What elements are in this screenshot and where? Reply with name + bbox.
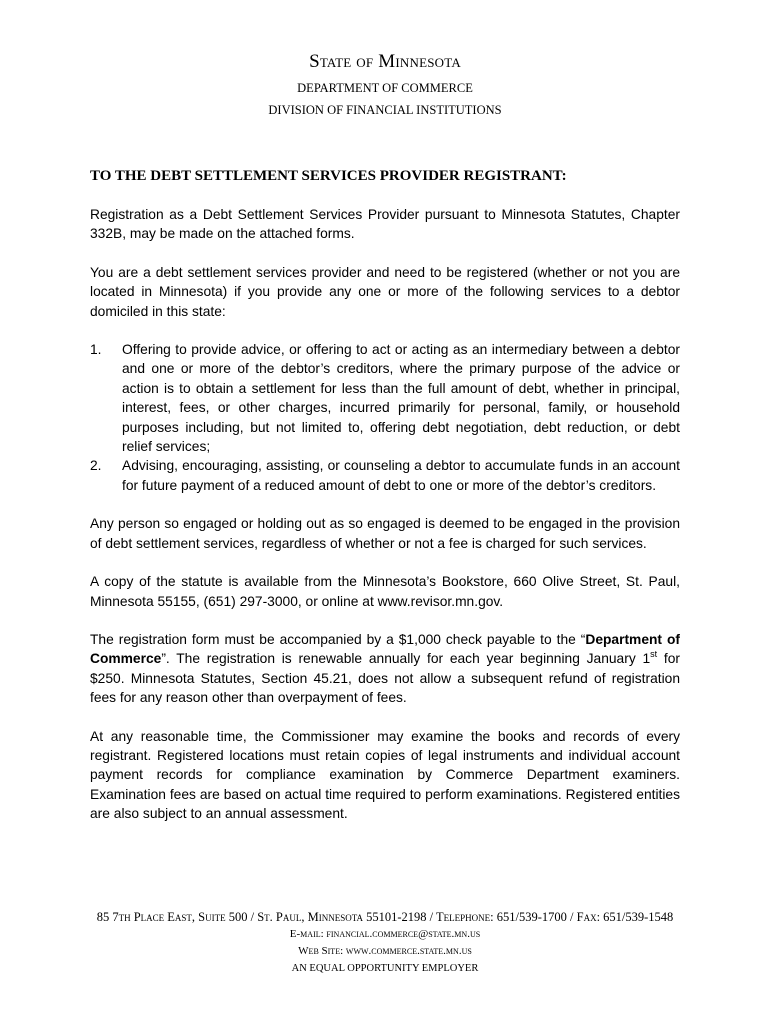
list-item-number: 1. <box>90 342 102 358</box>
division-name: DIVISION OF FINANCIAL INSTITUTIONS <box>268 103 502 117</box>
salutation: TO THE DEBT SETTLEMENT SERVICES PROVIDER REGISTRANT: <box>90 168 567 184</box>
department-name: DEPARTMENT OF COMMERCE <box>297 81 473 95</box>
paragraph-statute-copy: A copy of the statute is available from the Minnesota’s Bookstore, 660 Olive Street, St. Paul, Minnesota 55155, (651) 297-3000, or online at www.revisor.mn.gov. <box>90 574 680 609</box>
document-body <box>90 166 680 843</box>
paragraph-engaged: Any person so engaged or holding out as so engaged is deemed to be engaged in the provision of debt settlement services, regardless of whether or not a fee is charged for such services. <box>90 516 680 551</box>
footer-address: 85 7th Place East, Suite 500 / St. Paul, Minnesota 55101-2198 / Telephone: 651/539-1700 / Fax: 651/539-1548 <box>96 910 674 924</box>
list-item <box>90 456 680 495</box>
letterhead-footer <box>0 908 770 977</box>
services-list <box>90 340 680 495</box>
state-title: State of Minnesota <box>309 51 461 72</box>
fees-text-c: for $250. Minnesota Statutes, Section 45.21, does not allow a subsequent refund of registration fees for any reason other than overpayment of fees. <box>90 651 680 706</box>
paragraph-examination: At any reasonable time, the Commissioner may examine the books and records of every registrant. Registered locations must retain copies of legal instruments and individual account payment records for compliance examination by Commerce Department examiners. Examination fees are based on actual time required to perform examinations. Registered entities are also subject to an annual assessment. <box>90 728 680 822</box>
fees-text-a: The registration form must be accompanied by a $1,000 check payable to the “ <box>90 631 586 647</box>
letterhead <box>0 50 770 119</box>
footer-eoe: AN EQUAL OPPORTUNITY EMPLOYER <box>291 963 479 974</box>
list-item-number: 2. <box>90 458 102 474</box>
paragraph-fees <box>90 630 680 708</box>
list-item-text: Advising, encouraging, assisting, or counseling a debtor to accumulate funds in an account for future payment of a reduced amount of debt to one or more of the debtor’s creditors. <box>122 458 680 493</box>
payee-name: Department of Commerce <box>90 631 680 667</box>
list-item <box>90 340 680 456</box>
paragraph-definition: You are a debt settlement services provider and need to be registered (whether or not you are located in Minnesota) if you provide any one or more of the following services to a debtor domiciled in this state: <box>90 264 680 319</box>
footer-email: E-mail: financial.commerce@state.mn.us <box>289 928 481 940</box>
paragraph-registration: Registration as a Debt Settlement Services Provider pursuant to Minnesota Statutes, Chapter 332B, may be made on the attached forms. <box>90 207 680 242</box>
fees-text-b: ”. The registration is renewable annually for each year beginning January 1 <box>161 651 651 667</box>
ordinal-suffix: st <box>650 649 658 660</box>
list-item-text: Offering to provide advice, or offering to act or acting as an intermediary between a debtor and one or more of the debtor’s creditors, where the primary purpose of the advice or action is to obtain a settlement for less than the full amount of debt, whether in principal, interest, fees, or other charges, incurred primarily for personal, family, or household purposes including, but not limited to, offering debt negotiation, debt reduction, or debt relief services; <box>122 342 680 455</box>
footer-website: Web Site: www.commerce.state.mn.us <box>298 945 472 957</box>
